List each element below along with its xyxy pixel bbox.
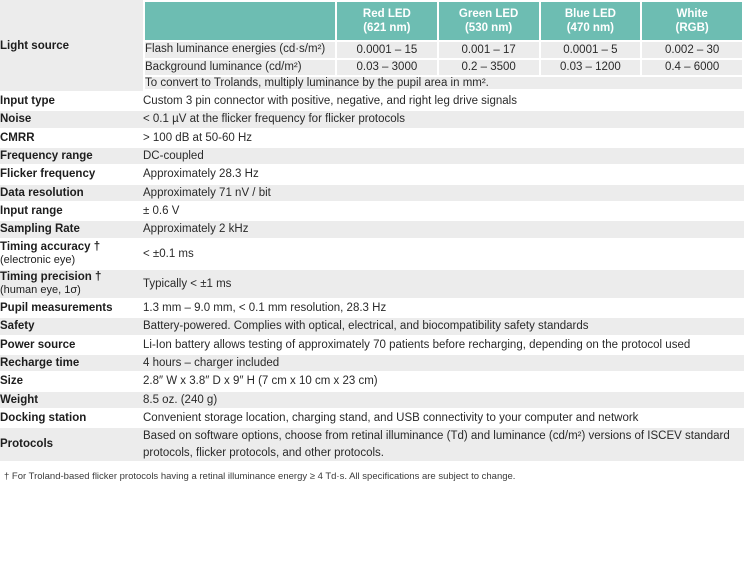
spec-label-group bbox=[0, 240, 143, 270]
spec-row-pupil-measurements bbox=[0, 300, 744, 318]
spec-row-safety bbox=[0, 318, 744, 336]
spec-value: < ±0.1 ms bbox=[143, 240, 744, 270]
spec-label: Timing precision † bbox=[0, 270, 102, 283]
spec-value: Typically < ±1 ms bbox=[143, 270, 744, 300]
led-column-header-3 bbox=[642, 2, 742, 40]
spec-value: ± 0.6 V bbox=[143, 203, 744, 221]
light-source-row bbox=[0, 0, 744, 93]
spec-value: Convenient storage location, charging stand, and USB connectivity to your computer and network bbox=[143, 410, 744, 428]
spec-value: < 0.1 µV at the flicker frequency for flicker protocols bbox=[143, 111, 744, 129]
spec-value: Approximately 71 nV / bit bbox=[143, 185, 744, 203]
led-row-label-1: Background luminance (cd/m²) bbox=[145, 60, 335, 76]
led-header-spacer bbox=[145, 2, 335, 40]
led-wavelength-0: (621 nm) bbox=[363, 22, 411, 34]
led-column-header-0 bbox=[337, 2, 437, 40]
spec-label: Timing accuracy † bbox=[0, 240, 101, 253]
led-value-0-0: 0.0001 – 15 bbox=[337, 42, 437, 58]
led-value-1-2: 0.03 – 1200 bbox=[541, 60, 641, 76]
light-source-cell bbox=[143, 0, 744, 93]
spec-label-group bbox=[0, 270, 143, 300]
led-subtable bbox=[143, 0, 744, 91]
spec-value: Li-Ion battery allows testing of approximately 70 patients before recharging, depending on the protocol used bbox=[143, 337, 744, 355]
spec-row-recharge-time bbox=[0, 355, 744, 373]
spec-value: Approximately 2 kHz bbox=[143, 221, 744, 239]
spec-label: Input range bbox=[0, 203, 143, 221]
spec-label: Sampling Rate bbox=[0, 221, 143, 239]
spec-value: Approximately 28.3 Hz bbox=[143, 166, 744, 184]
spec-row-power-source bbox=[0, 337, 744, 355]
led-wavelength-1: (530 nm) bbox=[464, 22, 513, 34]
led-subtable-body bbox=[145, 2, 742, 89]
spec-value: 8.5 oz. (240 g) bbox=[143, 392, 744, 410]
led-name-3: White bbox=[676, 7, 708, 20]
led-name-2: Blue LED bbox=[564, 7, 616, 20]
spec-label: Input type bbox=[0, 93, 143, 111]
spec-row-timing-accuracy bbox=[0, 240, 744, 270]
spec-label: CMRR bbox=[0, 130, 143, 148]
spec-sublabel: (human eye, 1σ) bbox=[0, 284, 81, 297]
led-column-header-1 bbox=[439, 2, 539, 40]
spec-label: Noise bbox=[0, 111, 143, 129]
spec-row-weight bbox=[0, 392, 744, 410]
led-name-0: Red LED bbox=[362, 7, 411, 20]
spec-row-input-range bbox=[0, 203, 744, 221]
led-value-1-1: 0.2 – 3500 bbox=[439, 60, 539, 76]
led-header-row bbox=[145, 2, 742, 40]
spec-label: Data resolution bbox=[0, 185, 143, 203]
spec-value: 1.3 mm – 9.0 mm, < 0.1 mm resolution, 28.3 Hz bbox=[143, 300, 744, 318]
spec-row-data-resolution bbox=[0, 185, 744, 203]
spec-row-cmrr bbox=[0, 130, 744, 148]
spec-label: Weight bbox=[0, 392, 143, 410]
spec-row-frequency-range bbox=[0, 148, 744, 166]
spec-label: Safety bbox=[0, 318, 143, 336]
spec-label: Power source bbox=[0, 337, 143, 355]
spec-value: > 100 dB at 50-60 Hz bbox=[143, 130, 744, 148]
led-value-0-1: 0.001 – 17 bbox=[439, 42, 539, 58]
led-value-0-3: 0.002 – 30 bbox=[642, 42, 742, 58]
led-note-row bbox=[145, 77, 742, 89]
led-row-label-0: Flash luminance energies (cd·s/m²) bbox=[145, 42, 335, 58]
spec-row-timing-precision bbox=[0, 270, 744, 300]
spec-value: Based on software options, choose from retinal illuminance (Td) and luminance (cd/m²) versions of ISCEV standard protocols, flicker protocols, and other protocols. bbox=[143, 428, 744, 463]
spec-value: 4 hours – charger included bbox=[143, 355, 744, 373]
spec-row-protocols bbox=[0, 428, 744, 463]
led-wavelength-2: (470 nm) bbox=[566, 22, 615, 34]
led-data-row bbox=[145, 60, 742, 76]
table-footnote: † For Troland-based flicker protocols having a retinal illuminance energy ≥ 4 Td·s. All specifications are subject to change. bbox=[4, 470, 516, 482]
spec-row-docking-station bbox=[0, 410, 744, 428]
spec-label: Recharge time bbox=[0, 355, 143, 373]
led-column-header-2 bbox=[541, 2, 641, 40]
spec-row-sampling-rate bbox=[0, 221, 744, 239]
spec-row-size bbox=[0, 373, 744, 391]
spec-label: Protocols bbox=[0, 428, 143, 463]
spec-label: Pupil measurements bbox=[0, 300, 143, 318]
spec-row-noise bbox=[0, 111, 744, 129]
led-name-1: Green LED bbox=[458, 7, 519, 20]
led-value-0-2: 0.0001 – 5 bbox=[541, 42, 641, 58]
led-data-row bbox=[145, 42, 742, 58]
spec-value: DC-coupled bbox=[143, 148, 744, 166]
spec-sublabel: (electronic eye) bbox=[0, 254, 76, 267]
light-source-label: Light source bbox=[0, 0, 143, 93]
spec-label: Size bbox=[0, 373, 143, 391]
spec-value: Battery-powered. Complies with optical, electrical, and biocompatibility safety standards bbox=[143, 318, 744, 336]
spec-value: Custom 3 pin connector with positive, negative, and right leg drive signals bbox=[143, 93, 744, 111]
led-wavelength-3: (RGB) bbox=[675, 22, 709, 34]
led-value-1-3: 0.4 – 6000 bbox=[642, 60, 742, 76]
spec-label: Frequency range bbox=[0, 148, 143, 166]
spec-label: Docking station bbox=[0, 410, 143, 428]
spec-label: Flicker frequency bbox=[0, 166, 143, 184]
trolands-note: To convert to Trolands, multiply luminance by the pupil area in mm². bbox=[145, 77, 742, 89]
spec-row-input-type bbox=[0, 93, 744, 111]
spec-row-flicker-frequency bbox=[0, 166, 744, 184]
spec-value: 2.8″ W x 3.8″ D x 9″ H (7 cm x 10 cm x 23 cm) bbox=[143, 373, 744, 391]
led-value-1-0: 0.03 – 3000 bbox=[337, 60, 437, 76]
